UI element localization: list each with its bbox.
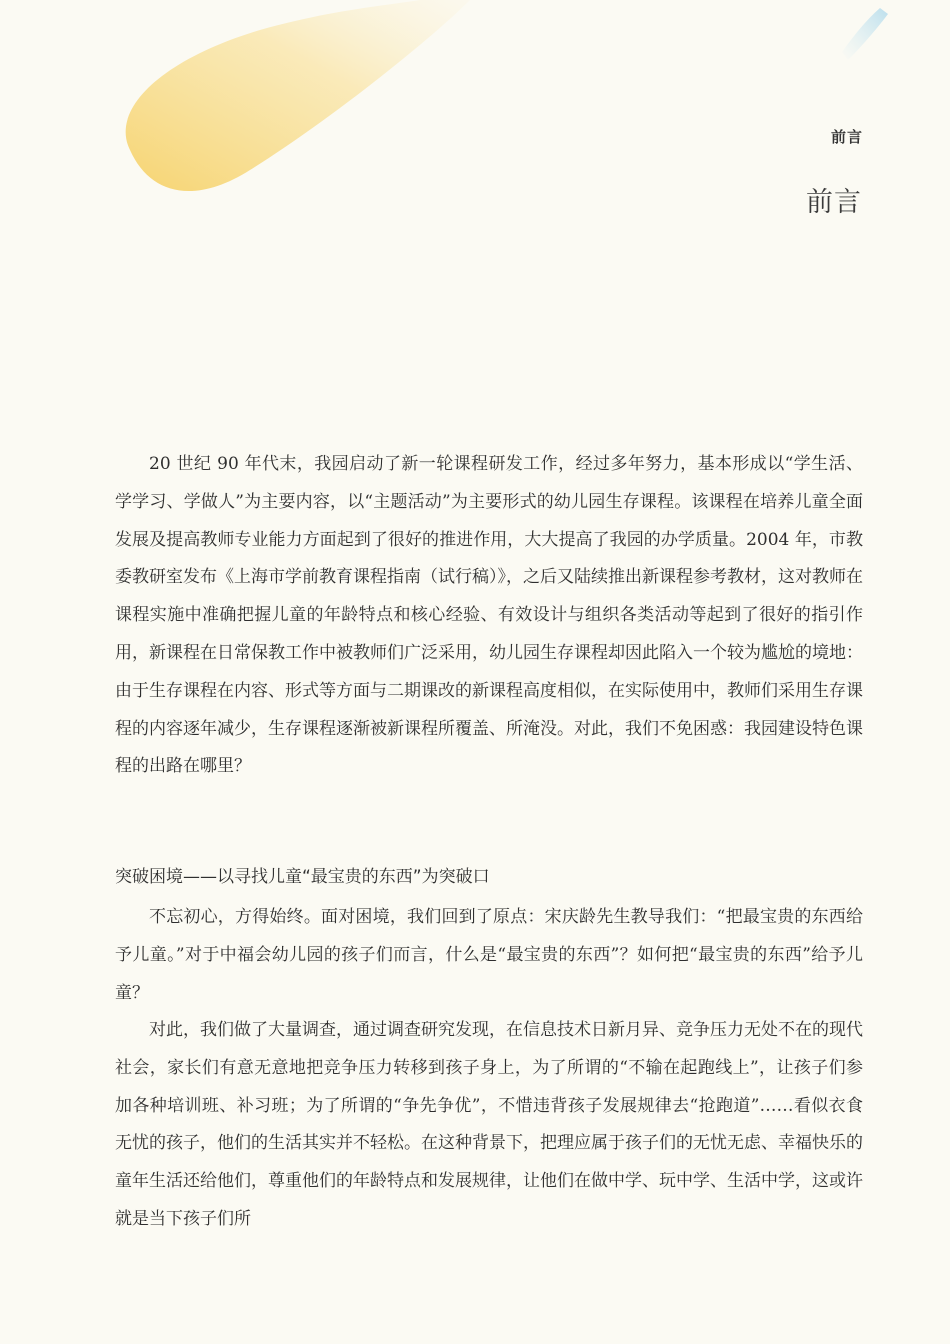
section-heading: 突破困境——以寻找儿童“最宝贵的东西”为突破口: [115, 867, 490, 887]
yellow-brush-stroke: [126, 0, 470, 191]
running-head: 前言: [830, 128, 863, 146]
section-paragraph-1: 不忘初心，方得始终。面对困境，我们回到了原点：宋庆龄先生教导我们：“把最宝贵的东西给予儿童。”对于中福会幼儿园的孩子们而言，什么是“最宝贵的东西”？如何把“最宝贵的东西”给予儿童？: [115, 907, 863, 1003]
blue-brush-stroke: [842, 8, 888, 60]
chapter-title: 前言: [806, 187, 862, 218]
intro-paragraph: 20 世纪 90 年代末，我园启动了新一轮课程研发工作，经过多年努力，基本形成以“学生活、学学习、学做人”为主要内容，以“主题活动”为主要形式的幼儿园生存课程。该课程在培养儿童全面发展及提高教师专业能力方面起到了很好的推进作用，大大提高了我园的办学质量。2004 年，市教委教研室发布《上海市学前教育课程指南（试行稿）》，之后又陆续推出新课程参考教材，这对教师在课程实施中准确把握儿童的年龄特点和核心经验、有效设计与组织各类活动等起到了很好的指引作用，新课程在日常保教工作中被教师们广泛采用，幼儿园生存课程却因此陷入一个较为尴尬的境地：由于生存课程在内容、形式等方面与二期课改的新课程高度相似，在实际使用中，教师们采用生存课程的内容逐年减少，生存课程逐渐被新课程所覆盖、所淹没。对此，我们不免困惑：我园建设特色课程的出路在哪里？: [115, 454, 863, 777]
section-paragraph-2: 对此，我们做了大量调查，通过调查研究发现，在信息技术日新月异、竞争压力无处不在的现代社会，家长们有意无意地把竞争压力转移到孩子身上，为了所谓的“不输在起跑线上”，让孩子们参加各种培训班、补习班；为了所谓的“争先争优”，不惜违背孩子发展规律去“抢跑道”……看似衣食无忧的孩子，他们的生活其实并不轻松。在这种背景下，把理应属于孩子们的无忧无虑、幸福快乐的童年生活还给他们，尊重他们的年龄特点和发展规律，让他们在做中学、玩中学、生活中学，这或许就是当下孩子们所: [115, 1020, 863, 1229]
